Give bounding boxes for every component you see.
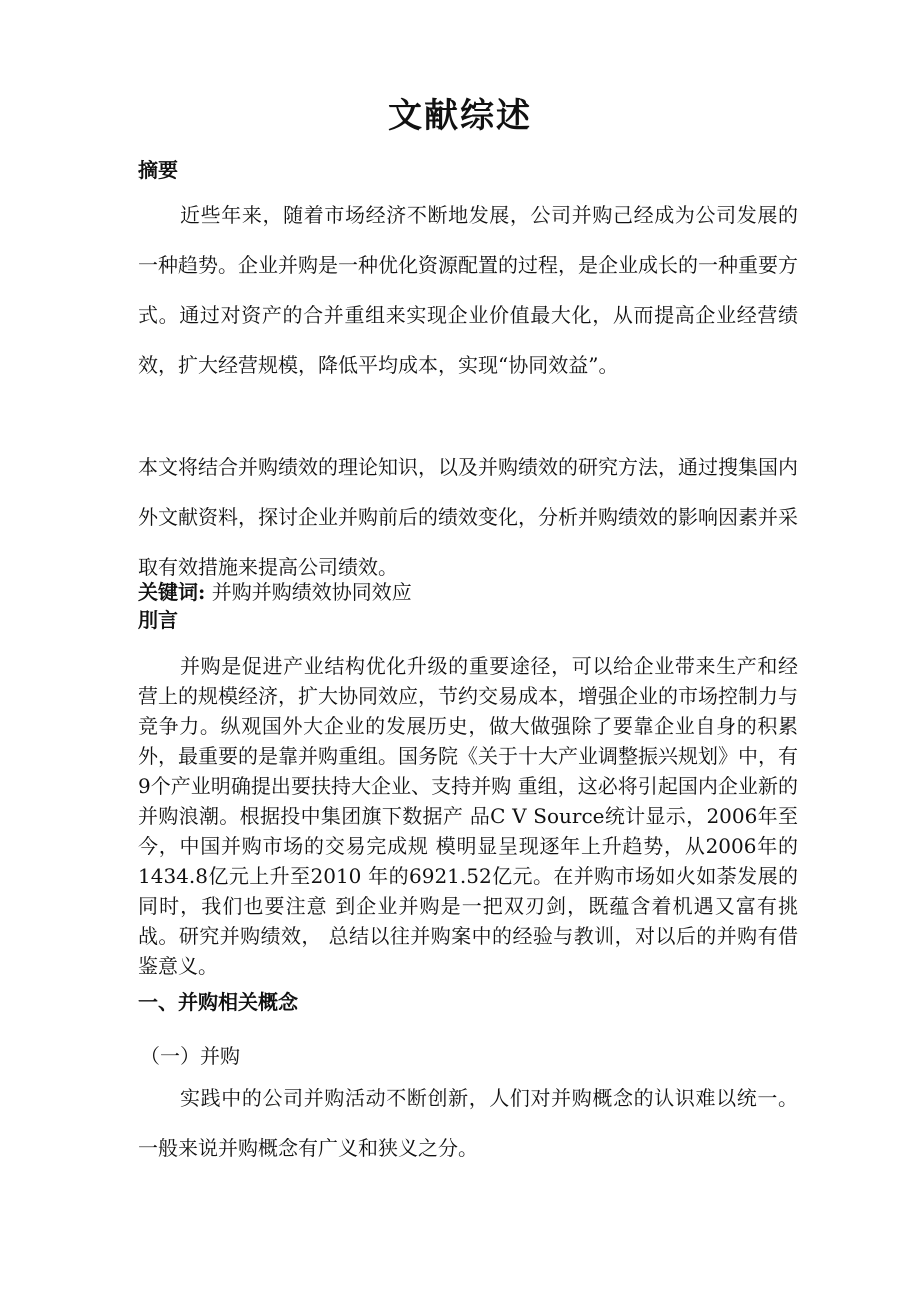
- document-title: 文献综述: [388, 96, 532, 136]
- abstract-paragraph-1: 近些年来，随着市场经济不断地发展，公司并购己经成为公司发展的一种趋势。企业并购是一种优化资源配置的过程，是企业成长的一种重要方式。通过对资产的合并重组来实现企业价值最大化，从而提高企业经营绩效，扩大经营规模，降低平均成本，实现“协同效益”。: [138, 203, 798, 377]
- subsection-1-heading: （一）并购: [140, 1044, 240, 1068]
- abstract-heading: 摘要: [138, 158, 178, 182]
- section-1-heading: 一、并购相关概念: [138, 990, 298, 1014]
- preface-heading: 刖言: [138, 608, 178, 632]
- abstract-paragraph-2: 本文将结合并购绩效的理论知识，以及并购绩效的研究方法，通过搜集国内外文献资料，探讨企业并购前后的绩效变化，分析并购绩效的影响因素并采取有效措施来提高公司绩效。: [138, 455, 798, 579]
- preface-paragraph: 并购是促进产业结构优化升级的重要途径，可以给企业带来生产和经营上的规模经济，扩大协同效应，节约交易成本，增强企业的市场控制力与竞争力。纵观国外大企业的发展历史，做大做强除了要靠企业自身的积累外，最重要的是靠并购重组。国务院《关于十大产业调整振兴规划》中，有9个产业明确提出要扶持大企业、支持并购 重组，这必将引起国内企业新的并购浪潮。根据投中集团旗下数据产 品C V Source统计显示，2006年至今，中国并购市场的交易完成规 模明显呈现逐年上升趋势，从2006年的1434.8亿元上升至2010 年的6921.52亿元。在并购市场如火如荼发展的同时，我们也要注意 到企业并购是一把双刃剑，既蕴含着机遇又富有挑战。研究并购绩效， 总结以往并购案中的经验与教训，对以后的并购有借鉴意义。: [138, 654, 798, 978]
- keywords-line: [138, 576, 412, 605]
- keywords-text: 并购并购绩效协同效应: [211, 580, 412, 604]
- keywords-label: 关键词:: [138, 580, 206, 604]
- section-1-paragraph: 实践中的公司并购活动不断创新，人们对并购概念的认识难以统一。一般来说并购概念有广义和狭义之分。: [138, 1086, 798, 1160]
